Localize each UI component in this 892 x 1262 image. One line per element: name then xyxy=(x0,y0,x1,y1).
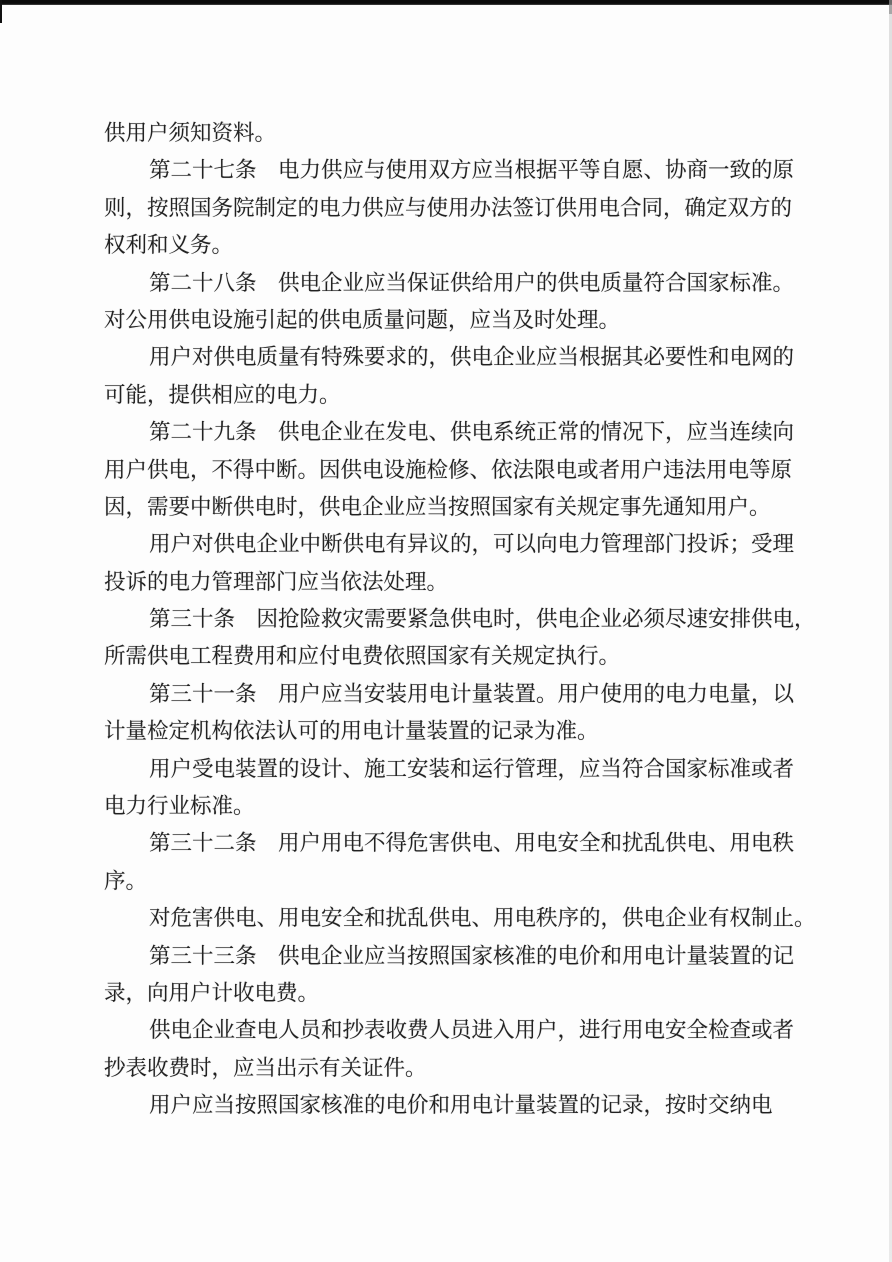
text-line: 用户对供电质量有特殊要求的，供电企业应当根据其必要性和电网的 xyxy=(149,345,795,370)
text-line: 用户应当按照国家核准的电价和用电计量装置的记录，按时交纳电 xyxy=(149,1093,773,1118)
text-line: 电力行业标准。 xyxy=(104,794,255,819)
document-text-block xyxy=(104,115,816,1125)
text-line: 第三十条 因抢险救灾需要紧急供电时，供电企业必须尽速安排供电， xyxy=(149,607,816,632)
text-line: 第三十三条 供电企业应当按照国家核准的电价和用电计量装置的记 xyxy=(149,943,795,968)
text-line: 抄表收费时，应当出示有关证件。 xyxy=(104,1055,427,1080)
text-line: 投诉的电力管理部门应当依法处理。 xyxy=(104,569,449,594)
text-line: 对危害供电、用电安全和扰乱供电、用电秩序的，供电企业有权制止。 xyxy=(149,906,816,931)
text-line: 录，向用户计收电费。 xyxy=(104,980,320,1005)
text-line: 用户受电装置的设计、施工安装和运行管理，应当符合国家标准或者 xyxy=(149,756,795,781)
text-line: 可能，提供相应的电力。 xyxy=(104,382,341,407)
text-line: 所需供电工程费用和应付电费依照国家有关规定执行。 xyxy=(104,644,621,669)
text-line: 第二十八条 供电企业应当保证供给用户的供电质量符合国家标准。 xyxy=(149,270,795,295)
text-line: 供用户须知资料。 xyxy=(104,121,277,145)
text-line: 第三十一条 用户应当安装用电计量装置。用户使用的电力电量，以 xyxy=(149,681,795,706)
text-line: 因，需要中断供电时，供电企业应当按照国家有关规定事先通知用户。 xyxy=(104,494,771,519)
text-line: 序。 xyxy=(104,868,148,893)
scan-top-edge-artifact xyxy=(0,0,892,5)
text-line: 计量检定机构依法认可的用电计量装置的记录为准。 xyxy=(104,719,599,744)
text-line: 第二十七条 电力供应与使用双方应当根据平等自愿、协商一致的原 xyxy=(149,158,795,183)
text-line: 第二十九条 供电企业在发电、供电系统正常的情况下，应当连续向 xyxy=(149,420,795,445)
text-line: 第三十二条 用户用电不得危害供电、用电安全和扰乱供电、用电秩 xyxy=(149,831,795,856)
text-line: 权利和义务。 xyxy=(104,233,234,258)
text-line: 供电企业查电人员和抄表收费人员进入用户，进行用电安全检查或者 xyxy=(149,1018,795,1043)
scan-left-edge-artifact xyxy=(0,0,2,23)
text-line: 则，按照国务院制定的电力供应与使用办法签订供用电合同，确定双方的 xyxy=(104,195,793,220)
text-line: 对公用供电设施引起的供电质量问题，应当及时处理。 xyxy=(104,307,621,332)
text-line: 用户对供电企业中断供电有异议的，可以向电力管理部门投诉；受理 xyxy=(149,532,795,557)
text-line: 用户供电，不得中断。因供电设施检修、依法限电或者用户违法用电等原 xyxy=(104,457,793,482)
